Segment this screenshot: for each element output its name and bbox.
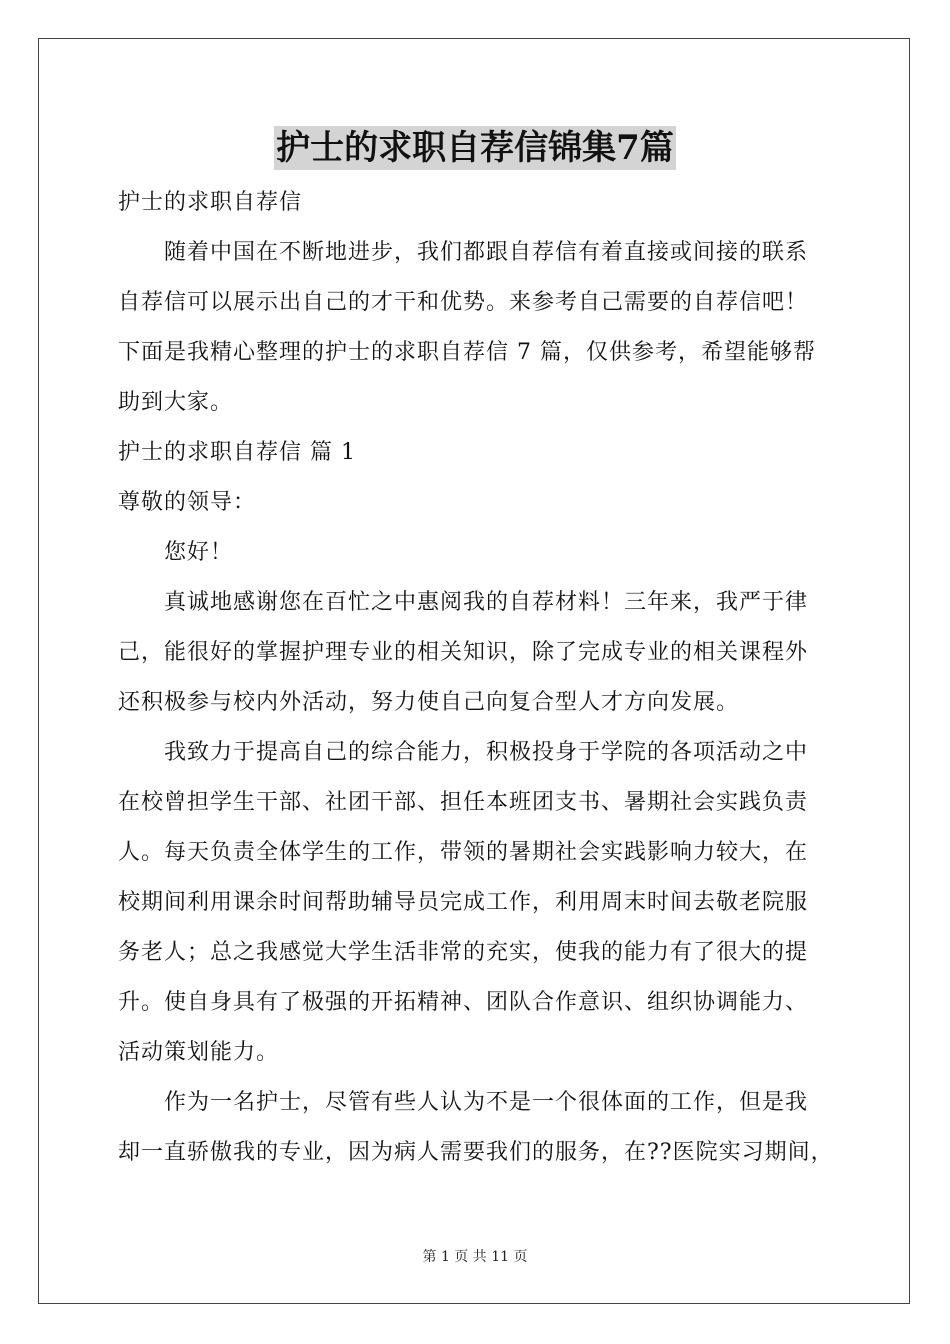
page-footer: 第 1 页 共 11 页 <box>422 1249 528 1265</box>
paragraph-line: 随着中国在不断地进步，我们都跟自荐信有着直接或间接的联系 <box>164 240 809 265</box>
paragraph-line: 自荐信可以展示出自己的才干和优势。来参考自己需要的自荐信吧！ <box>118 290 809 315</box>
paragraph-line: 校期间利用课余时间帮助辅导员完成工作，利用周末时间去敬老院服 <box>118 890 809 915</box>
section-heading: 护士的求职自荐信 <box>118 190 303 215</box>
paragraph-line: 升。使自身具有了极强的开拓精神、团队合作意识、组织协调能力、 <box>118 990 809 1015</box>
paragraph-line: 作为一名护士，尽管有些人认为不是一个很体面的工作，但是我 <box>164 1090 809 1115</box>
greeting: 您好！ <box>164 540 234 565</box>
paragraph-line: 己，能很好的掌握护理专业的相关知识，除了完成专业的相关课程外 <box>118 640 809 665</box>
paragraph-line: 助到大家。 <box>118 390 234 415</box>
paragraph-line: 务老人；总之我感觉大学生活非常的充实，使我的能力有了很大的提 <box>118 940 809 965</box>
paragraph-line: 下面是我精心整理的护士的求职自荐信 7 篇，仅供参考，希望能够帮 <box>118 340 816 365</box>
paragraph-line: 却一直骄傲我的专业，因为病人需要我们的服务，在??医院实习期间， <box>118 1140 834 1165</box>
paragraph-line: 还积极参与校内外活动，努力使自己向复合型人才方向发展。 <box>118 690 740 715</box>
title-container <box>0 126 950 170</box>
paragraph-line: 活动策划能力。 <box>118 1040 280 1065</box>
salutation: 尊敬的领导： <box>118 490 257 515</box>
paragraph-line: 人。每天负责全体学生的工作，带领的暑期社会实践影响力较大，在 <box>118 840 809 865</box>
section-heading: 护士的求职自荐信 篇 1 <box>118 440 356 465</box>
paragraph-line: 真诚地感谢您在百忙之中惠阅我的自荐材料！三年来，我严于律 <box>164 590 809 615</box>
document-title: 护士的求职自荐信锦集7篇 <box>276 128 674 168</box>
document-body <box>118 178 838 1178</box>
paragraph-line: 我致力于提高自己的综合能力，积极投身于学院的各项活动之中 <box>164 740 809 765</box>
paragraph-line: 在校曾担学生干部、社团干部、担任本班团支书、暑期社会实践负责 <box>118 790 809 815</box>
